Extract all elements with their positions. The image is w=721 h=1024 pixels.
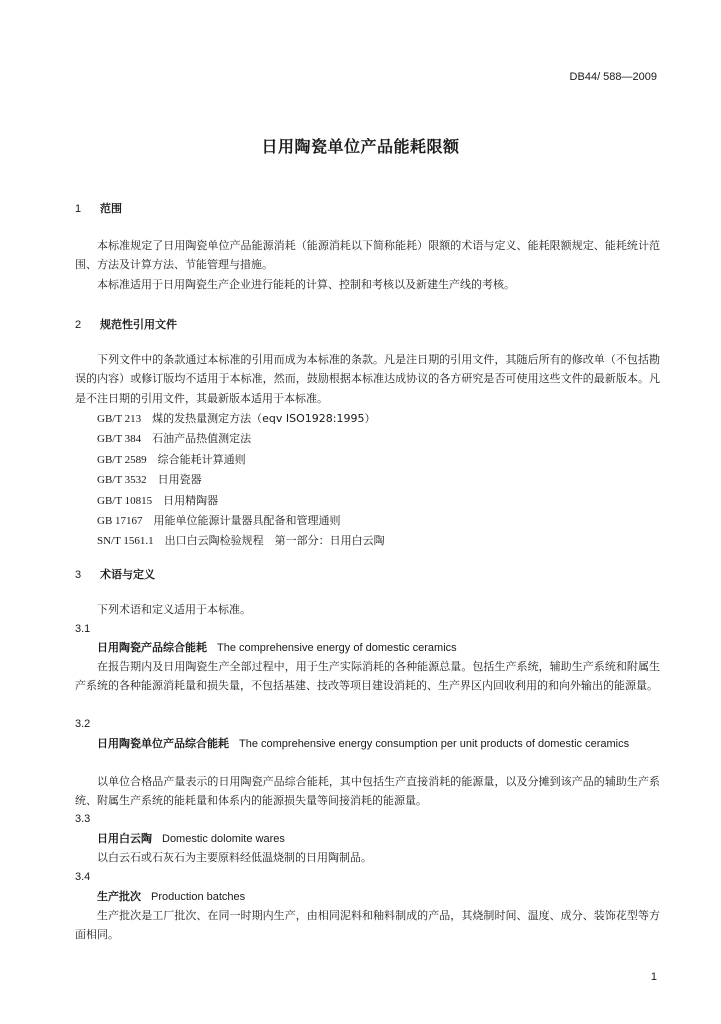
term-name-zh: 日用陶瓷产品综合能耗 <box>97 641 207 654</box>
term-name-zh: 生产批次 <box>97 890 141 903</box>
term-number: 3.1 <box>75 623 91 635</box>
term-number: 3.4 <box>75 871 91 883</box>
section-2-heading <box>75 316 660 332</box>
term-heading <box>75 638 682 658</box>
term-heading <box>75 829 682 849</box>
section-title: 规范性引用文件 <box>100 318 177 331</box>
reference-item: GB/T 384 石油产品热值测定法 <box>97 432 252 446</box>
term-name-zh: 日用陶瓷单位产品综合能耗 <box>97 737 229 750</box>
section-1-paragraph-1: 本标准规定了日用陶瓷单位产品能源消耗（能源消耗以下简称能耗）限额的术语与定义、能耗限额规定、能耗统计范围、方法及计算方法、节能管理与措施。 <box>75 239 660 272</box>
reference-item: GB 17167 用能单位能源计量器具配备和管理通则 <box>97 514 341 528</box>
term-definition: 以白云石或石灰石为主要原料经低温烧制的日用陶制品。 <box>97 851 372 864</box>
term-number: 3.2 <box>75 718 91 730</box>
section-number: 3 <box>75 569 82 581</box>
reference-item: SN/T 1561.1 出口白云陶检验规程 第一部分：日用白云陶 <box>97 534 385 548</box>
term-definition: 以单位合格品产量表示的日用陶瓷产品综合能耗，其中包括生产直接消耗的能源量，以及分摊到该产品的辅助生产系统、附属生产系统的能耗量和体系内的能源损失量等间接消耗的能源量。 <box>75 775 660 808</box>
term-heading <box>75 887 682 907</box>
reference-item: GB/T 2589 综合能耗计算通则 <box>97 452 246 466</box>
term-heading <box>75 734 660 754</box>
reference-item: GB/T 10815 日用精陶器 <box>97 493 219 507</box>
term-name-en: Domestic dolomite wares <box>162 833 285 845</box>
section-3-intro: 下列术语和定义适用于本标准。 <box>97 603 251 616</box>
section-3-heading <box>75 566 660 582</box>
term-number: 3.3 <box>75 813 91 825</box>
reference-item: GB/T 3532 日用瓷器 <box>97 473 202 487</box>
section-number: 1 <box>75 203 82 215</box>
term-name-en: Production batches <box>151 891 246 903</box>
section-title: 术语与定义 <box>100 568 155 581</box>
section-1-heading <box>75 200 660 216</box>
term-name-en: The comprehensive energy consumption per unit products of domestic ceramics <box>239 738 630 750</box>
document-title: 日用陶瓷单位产品能耗限额 <box>261 137 460 156</box>
reference-item: GB/T 213 煤的发热量测定方法（eqv ISO1928:1995） <box>97 412 376 425</box>
section-1-paragraph-2: 本标准适用于日用陶瓷生产企业进行能耗的计算、控制和考核以及新建生产线的考核。 <box>97 278 515 291</box>
section-2-paragraph-1: 下列文件中的条款通过本标准的引用而成为本标准的条款。凡是注日期的引用文件，其随后所有的修改单（不包括勘误的内容）或修订版均不适用于本标准，然而，鼓励根据本标准达成协议的各方研究是否可使用这些文件的最新版本。凡是不注日期的引用文件，其最新版本适用于本标准。 <box>75 353 660 405</box>
section-title: 范围 <box>100 202 122 215</box>
section-number: 2 <box>75 319 82 331</box>
term-name-en: The comprehensive energy of domestic ceramics <box>217 642 457 654</box>
page-number: 1 <box>650 971 657 983</box>
term-name-zh: 日用白云陶 <box>97 832 152 845</box>
standard-code: DB44/ 588—2009 <box>569 71 657 83</box>
term-definition: 在报告期内及日用陶瓷生产全部过程中，用于生产实际消耗的各种能源总量。包括生产系统，辅助生产系统和附属生产系统的各种能源消耗量和损失量，不包括基建、技改等项目建设消耗的、生产界区内回收利用的和向外输出的能源量。 <box>75 660 660 693</box>
reference-list <box>75 409 660 552</box>
term-definition: 生产批次是工厂批次、在同一时期内生产，由相同泥料和釉料制成的产品，其烧制时间、温度、成分、装饰花型等方面相同。 <box>75 909 660 942</box>
